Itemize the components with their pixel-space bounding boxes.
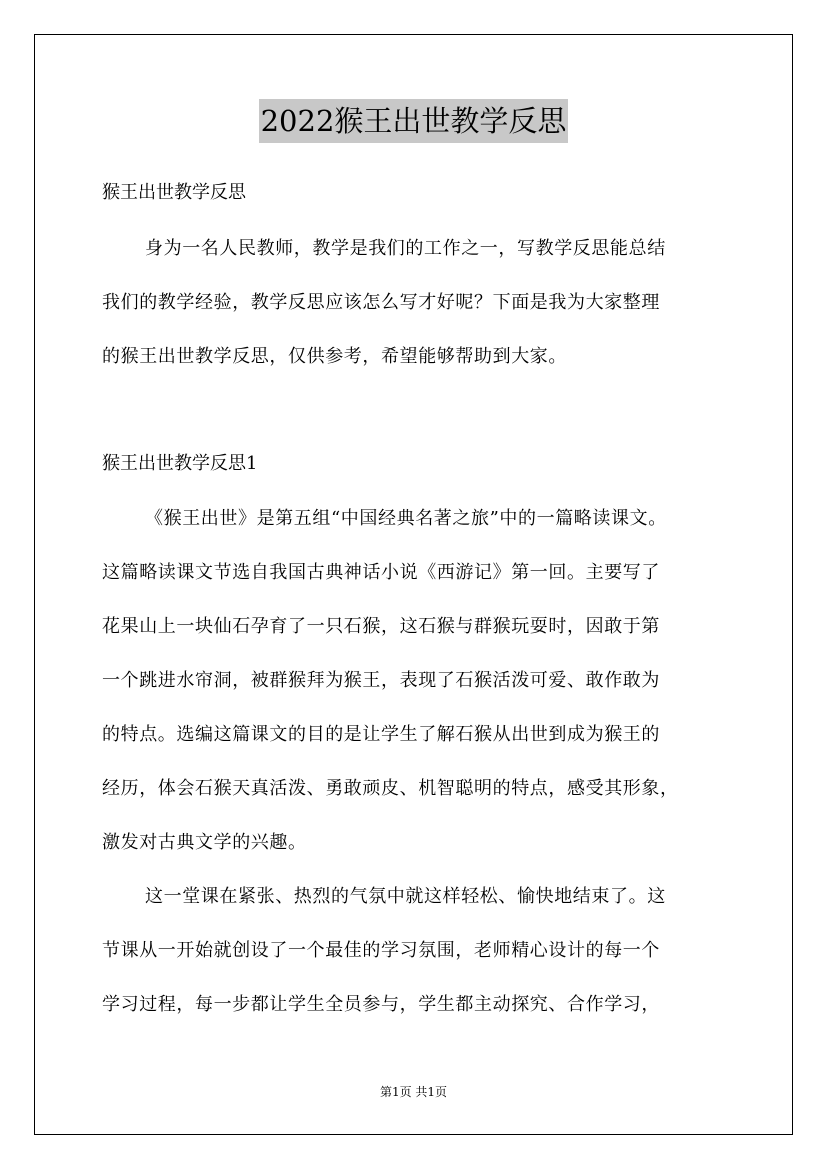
- paragraph1-line-2: 这篇略读课文节选自我国古典神话小说《西游记》第一回。主要写了: [102, 562, 660, 583]
- document-title: 2022猴王出世教学反思: [259, 99, 569, 143]
- paragraph1-line-3: 花果山上一块仙石孕育了一只石猴，这石猴与群猴玩耍时，因敢于第: [102, 616, 660, 637]
- paragraph1-line-5: 的特点。选编这篇课文的目的是让学生了解石猴从出世到成为猴王的: [102, 724, 660, 745]
- paragraph2-line-1: 这一堂课在紧张、热烈的气氛中就这样轻松、愉快地结束了。这: [145, 886, 666, 907]
- paragraph1-line-6: 经历，体会石猴天真活泼、勇敢顽皮、机智聪明的特点，感受其形象，: [102, 778, 679, 799]
- intro-line-2: 我们的教学经验，教学反思应该怎么写才好呢？下面是我为大家整理: [102, 292, 660, 313]
- intro-line-3: 的猴王出世教学反思，仅供参考，希望能够帮助到大家。: [102, 346, 567, 367]
- paragraph2-line-3: 学习过程，每一步都让学生全员参与，学生都主动探究、合作学习，: [102, 994, 660, 1015]
- intro-line-1: 身为一名人民教师，教学是我们的工作之一，写教学反思能总结: [145, 238, 666, 259]
- document-title-wrapper: [0, 99, 827, 145]
- paragraph2-line-2: 节课从一开始就创设了一个最佳的学习氛围，老师精心设计的每一个: [102, 940, 660, 961]
- paragraph1-line-7: 激发对古典文学的兴趣。: [102, 832, 307, 853]
- section-heading: 猴王出世教学反思1: [102, 453, 258, 474]
- paragraph1-line-1: 《猴王出世》是第五组“中国经典名著之旅”中的一篇略读课文。: [145, 508, 667, 529]
- page-footer: 第1页 共1页: [379, 1085, 448, 1099]
- intro-heading: 猴王出世教学反思: [102, 182, 246, 203]
- paragraph1-line-4: 一个跳进水帘洞，被群猴拜为猴王，表现了石猴活泼可爱、敢作敢为: [102, 670, 660, 691]
